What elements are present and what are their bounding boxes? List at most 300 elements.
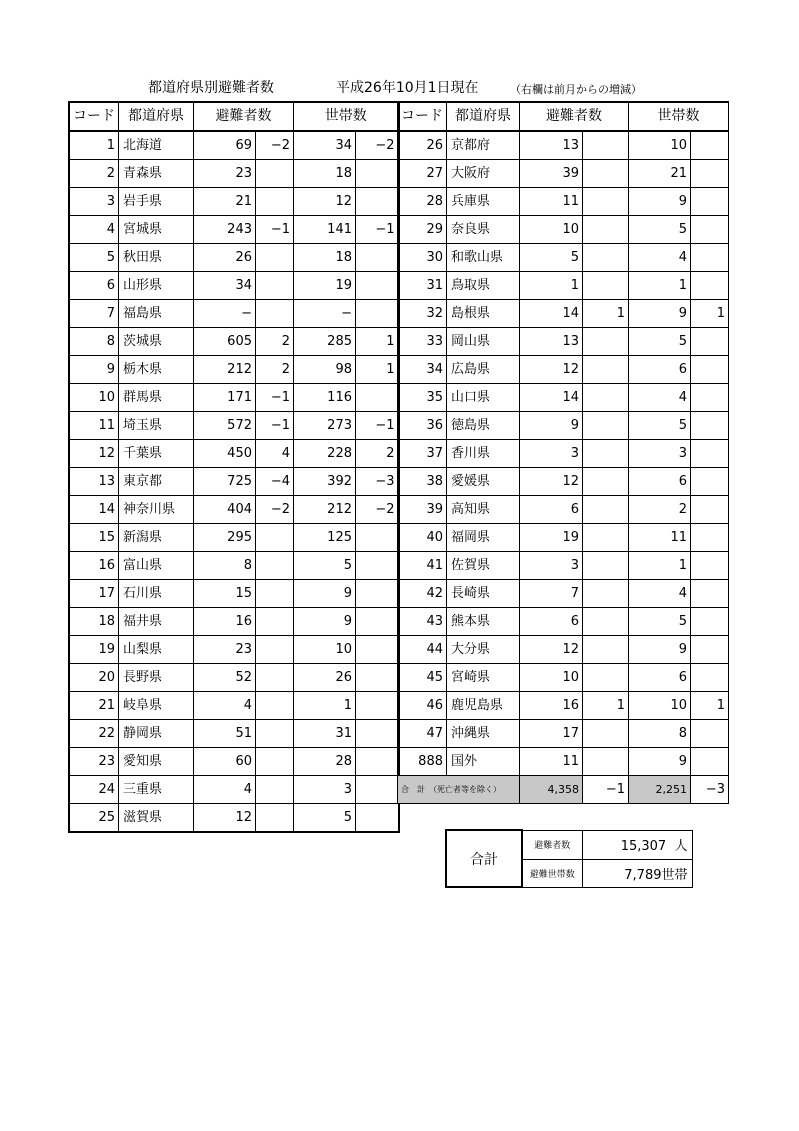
table-row [69,580,399,608]
prefecture-code: 21 [69,692,119,720]
prefecture-code: 19 [69,636,119,664]
evacuee-count: 4 [194,692,256,720]
household-count: 141 [294,216,356,244]
prefecture-name: 国外 [447,748,520,776]
prefecture-name: 長崎県 [447,580,520,608]
household-change: −1 [356,412,399,440]
prefecture-name: 鳥取県 [447,272,520,300]
evacuee-change [583,524,629,552]
evacuee-change [583,412,629,440]
table-row [69,244,399,272]
table-row [69,356,399,384]
household-change [691,748,729,776]
evacuee-change [256,720,294,748]
table-row [398,272,729,300]
prefecture-name: 福島県 [119,300,194,328]
col-evacuees-header: 避難者数 [194,102,294,131]
evacuee-count: 11 [520,748,583,776]
table-row [69,131,399,160]
household-change [691,356,729,384]
grand-total-label: 合計 [446,830,522,887]
prefecture-code: 39 [398,496,447,524]
household-count: 5 [629,216,691,244]
header-row [69,102,399,131]
evacuee-count: 51 [194,720,256,748]
household-count: 18 [294,244,356,272]
household-change [356,272,399,300]
evacuee-change [256,636,294,664]
household-count: 125 [294,524,356,552]
evacuee-count: 4 [194,776,256,804]
subtotal-evacuees: 4,358 [520,776,583,804]
evacuee-count: 10 [520,664,583,692]
household-count: 6 [629,664,691,692]
evacuee-change: 2 [256,328,294,356]
table-row [398,188,729,216]
table-row [69,328,399,356]
prefecture-name: 福岡県 [447,524,520,552]
household-count: 98 [294,356,356,384]
household-change [356,384,399,412]
prefecture-code: 27 [398,160,447,188]
evacuee-count: − [194,300,256,328]
prefecture-code: 17 [69,580,119,608]
table-row [398,244,729,272]
household-count: 392 [294,468,356,496]
evacuee-count: 450 [194,440,256,468]
prefecture-name: 島根県 [447,300,520,328]
prefecture-name: 沖縄県 [447,720,520,748]
table-row [398,412,729,440]
evacuee-change: −2 [256,496,294,524]
subtotal-label: 合 計 （死亡者等を除く） [398,776,520,804]
prefecture-code: 13 [69,468,119,496]
table-row [398,608,729,636]
prefecture-name: 富山県 [119,552,194,580]
household-change [356,608,399,636]
evacuee-count: 605 [194,328,256,356]
household-count: 6 [629,356,691,384]
table-row [69,440,399,468]
prefecture-code: 10 [69,384,119,412]
evacuee-change [583,328,629,356]
prefecture-code: 40 [398,524,447,552]
evacuee-count: 16 [194,608,256,636]
evacuee-change [583,244,629,272]
household-change: 1 [691,300,729,328]
prefecture-name: 群馬県 [119,384,194,412]
prefecture-name: 鹿児島県 [447,692,520,720]
evacuee-count: 14 [520,384,583,412]
prefecture-code: 24 [69,776,119,804]
prefecture-code: 22 [69,720,119,748]
prefecture-code: 43 [398,608,447,636]
header-row [398,102,729,131]
evacuee-count: 171 [194,384,256,412]
prefecture-name: 東京都 [119,468,194,496]
household-count: 11 [629,524,691,552]
prefecture-name: 栃木県 [119,356,194,384]
table-row [398,131,729,160]
household-count: 5 [294,804,356,833]
table-row [398,580,729,608]
col-code-header: コード [398,102,447,131]
table-row [69,608,399,636]
evacuee-change [256,272,294,300]
table-row [398,160,729,188]
prefecture-code: 23 [69,748,119,776]
household-change [691,244,729,272]
household-count: 9 [629,748,691,776]
prefecture-code: 30 [398,244,447,272]
evacuee-change [256,776,294,804]
evacuee-change [583,272,629,300]
table-row [69,636,399,664]
prefecture-name: 高知県 [447,496,520,524]
household-count: 212 [294,496,356,524]
evacuee-count: 5 [520,244,583,272]
evacuee-change [256,580,294,608]
evacuee-count: 6 [520,608,583,636]
evacuee-count: 9 [520,412,583,440]
household-change [356,244,399,272]
evacuee-count: 572 [194,412,256,440]
household-count: 1 [629,552,691,580]
evacuee-change: 2 [256,356,294,384]
prefecture-name: 北海道 [119,131,194,160]
table-row [69,524,399,552]
table-row [398,692,729,720]
evacuee-count: 60 [194,748,256,776]
prefecture-name: 石川県 [119,580,194,608]
household-change [356,524,399,552]
prefecture-name: 滋賀県 [119,804,194,833]
table-row [398,664,729,692]
household-change [691,440,729,468]
household-count: 9 [629,636,691,664]
evacuee-change: −1 [256,216,294,244]
table-row [398,440,729,468]
evacuee-change [583,440,629,468]
evacuee-change [583,636,629,664]
prefecture-name: 千葉県 [119,440,194,468]
household-count: 8 [629,720,691,748]
household-count: 9 [629,300,691,328]
prefecture-code: 36 [398,412,447,440]
household-change [691,608,729,636]
household-change [356,160,399,188]
table-row [398,468,729,496]
prefecture-name: 山梨県 [119,636,194,664]
prefecture-code: 14 [69,496,119,524]
household-count: 18 [294,160,356,188]
report-date: 平成26年10月1日現在 [336,80,479,96]
prefecture-name: 茨城県 [119,328,194,356]
household-change [691,496,729,524]
household-count: 116 [294,384,356,412]
household-change [356,300,399,328]
prefecture-code: 47 [398,720,447,748]
household-change: 1 [356,328,399,356]
total-households-label: 避難世帯数 [522,859,582,887]
change-note: （右欄は前月からの増減） [510,83,642,96]
person-unit: 人 [674,839,688,854]
evacuee-count: 16 [520,692,583,720]
household-count: 31 [294,720,356,748]
evacuee-change [583,468,629,496]
col-prefecture-header: 都道府県 [447,102,520,131]
household-change [691,636,729,664]
table-row [69,160,399,188]
household-count: 1 [294,692,356,720]
evacuee-change [256,692,294,720]
evacuee-change [583,608,629,636]
table-row [69,664,399,692]
table-row [69,776,399,804]
evacuee-change [256,748,294,776]
total-evacuees-label: 避難者数 [522,830,582,859]
household-count: 3 [294,776,356,804]
table-row [69,468,399,496]
household-count: 1 [629,272,691,300]
evacuee-change [583,188,629,216]
evacuee-change [583,384,629,412]
table-row [69,552,399,580]
household-count: 12 [294,188,356,216]
evacuee-count: 11 [520,188,583,216]
subtotal-household-change: −3 [691,776,729,804]
household-change [356,748,399,776]
grand-total-box [445,829,693,888]
evacuee-change: 4 [256,440,294,468]
evacuee-count: 6 [520,496,583,524]
table-row [69,748,399,776]
prefecture-name: 愛媛県 [447,468,520,496]
household-count: 34 [294,131,356,160]
prefecture-code: 32 [398,300,447,328]
prefecture-name: 静岡県 [119,720,194,748]
prefecture-code: 18 [69,608,119,636]
prefecture-name: 広島県 [447,356,520,384]
evacuee-count: 1 [520,272,583,300]
evacuee-change [583,496,629,524]
col-code-header: コード [69,102,119,131]
household-change [691,328,729,356]
evacuee-count: 15 [194,580,256,608]
prefecture-name: 和歌山県 [447,244,520,272]
table-row [69,804,399,833]
household-change: −3 [356,468,399,496]
evacuee-change: −4 [256,468,294,496]
household-change [691,216,729,244]
prefecture-code: 46 [398,692,447,720]
evacuee-change [583,160,629,188]
household-change [691,664,729,692]
table-row [69,496,399,524]
prefecture-code: 12 [69,440,119,468]
household-change [356,636,399,664]
prefecture-name: 岩手県 [119,188,194,216]
household-change: 1 [691,692,729,720]
evacuee-change [256,300,294,328]
col-households-header: 世帯数 [294,102,399,131]
household-change [691,131,729,160]
prefecture-code: 28 [398,188,447,216]
right-evacuee-table [397,101,729,804]
household-change [691,384,729,412]
table-row [398,356,729,384]
table-row [398,748,729,776]
evacuee-count: 295 [194,524,256,552]
prefecture-code: 29 [398,216,447,244]
col-evacuees-header: 避難者数 [520,102,629,131]
evacuee-change [583,664,629,692]
prefecture-code: 45 [398,664,447,692]
household-count: 10 [629,692,691,720]
table-row [398,216,729,244]
evacuee-change [256,188,294,216]
prefecture-name: 香川県 [447,440,520,468]
evacuee-count: 21 [194,188,256,216]
household-change [356,664,399,692]
evacuee-change [583,580,629,608]
prefecture-code: 2 [69,160,119,188]
evacuee-count: 69 [194,131,256,160]
household-change [691,720,729,748]
evacuee-count: 3 [520,440,583,468]
evacuee-count: 39 [520,160,583,188]
prefecture-code: 33 [398,328,447,356]
household-change: 2 [356,440,399,468]
total-households-value: 7,789世帯 [582,859,692,887]
table-row [398,300,729,328]
household-change [691,160,729,188]
evacuee-count: 13 [520,131,583,160]
prefecture-code: 20 [69,664,119,692]
prefecture-name: 秋田県 [119,244,194,272]
household-change [691,580,729,608]
evacuee-count: 3 [520,552,583,580]
evacuee-change: 1 [583,692,629,720]
evacuee-change [583,216,629,244]
household-change: −1 [356,216,399,244]
household-change [356,720,399,748]
household-count: 19 [294,272,356,300]
table-row [69,384,399,412]
evacuee-count: 8 [194,552,256,580]
household-count: 6 [629,468,691,496]
prefecture-name: 埼玉県 [119,412,194,440]
evacuee-change [256,160,294,188]
col-prefecture-header: 都道府県 [119,102,194,131]
subtotal-evacuee-change: −1 [583,776,629,804]
household-count: 4 [629,384,691,412]
prefecture-code: 25 [69,804,119,833]
household-count: 9 [294,608,356,636]
household-count: 3 [629,440,691,468]
evacuee-count: 14 [520,300,583,328]
evacuee-change [583,720,629,748]
evacuee-count: 19 [520,524,583,552]
subtotal-row [398,776,729,804]
evacuee-count: 52 [194,664,256,692]
household-change [691,552,729,580]
household-count: 9 [629,188,691,216]
prefecture-name: 愛知県 [119,748,194,776]
household-count: 5 [294,552,356,580]
prefecture-name: 山口県 [447,384,520,412]
household-count: 285 [294,328,356,356]
household-change [356,552,399,580]
evacuee-change: −1 [256,384,294,412]
prefecture-code: 6 [69,272,119,300]
household-change: 1 [356,356,399,384]
household-change [691,272,729,300]
prefecture-code: 5 [69,244,119,272]
prefecture-code: 31 [398,272,447,300]
prefecture-name: 京都府 [447,131,520,160]
table-row [69,216,399,244]
prefecture-code: 8 [69,328,119,356]
evacuee-count: 7 [520,580,583,608]
prefecture-code: 35 [398,384,447,412]
prefecture-code: 7 [69,300,119,328]
household-count: − [294,300,356,328]
household-count: 2 [629,496,691,524]
subtotal-households: 2,251 [629,776,691,804]
household-count: 28 [294,748,356,776]
prefecture-code: 41 [398,552,447,580]
table-row [398,636,729,664]
household-count: 10 [294,636,356,664]
evacuee-change [256,552,294,580]
left-evacuee-table [68,101,400,833]
evacuee-count: 404 [194,496,256,524]
prefecture-name: 新潟県 [119,524,194,552]
household-change [691,188,729,216]
prefecture-code: 11 [69,412,119,440]
evacuee-change [256,244,294,272]
table-row [398,328,729,356]
prefecture-name: 福井県 [119,608,194,636]
prefecture-code: 1 [69,131,119,160]
evacuee-change: 1 [583,300,629,328]
evacuee-count: 12 [520,468,583,496]
evacuee-count: 12 [194,804,256,833]
household-change [356,804,399,833]
household-change [356,188,399,216]
evacuee-count: 12 [520,356,583,384]
prefecture-name: 徳島県 [447,412,520,440]
evacuee-change [256,608,294,636]
table-row [398,384,729,412]
prefecture-name: 岡山県 [447,328,520,356]
prefecture-code: 15 [69,524,119,552]
household-unit: 世帯 [661,867,688,883]
evacuee-count: 10 [520,216,583,244]
prefecture-code: 44 [398,636,447,664]
table-row [398,524,729,552]
evacuee-change: −1 [256,412,294,440]
prefecture-name: 青森県 [119,160,194,188]
household-change: −2 [356,496,399,524]
household-count: 228 [294,440,356,468]
household-count: 9 [294,580,356,608]
evacuee-change [583,552,629,580]
prefecture-code: 37 [398,440,447,468]
table-row [69,692,399,720]
evacuee-count: 243 [194,216,256,244]
